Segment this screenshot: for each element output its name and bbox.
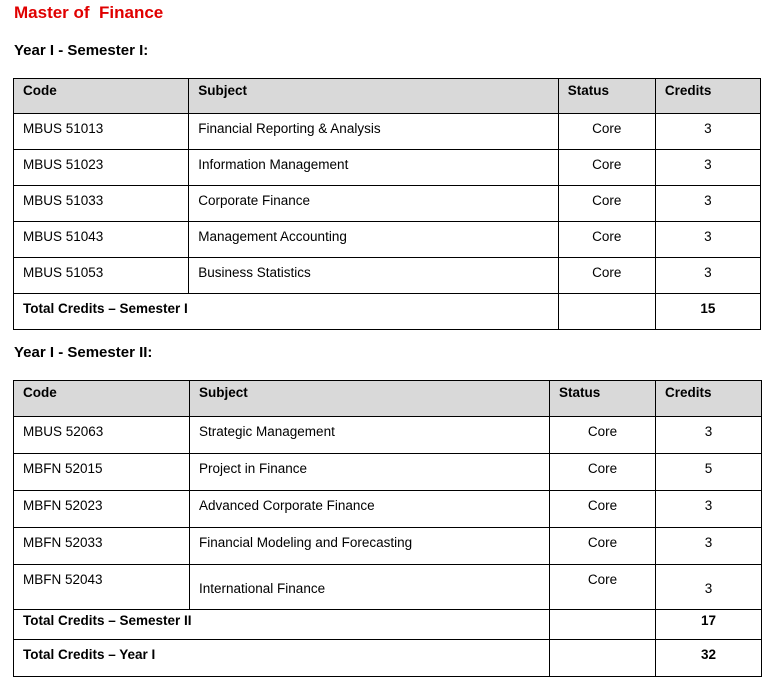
total-credits-label: Total Credits – Semester II (14, 610, 550, 640)
empty-cell (558, 294, 655, 330)
course-subject: Strategic Management (190, 417, 550, 454)
course-credits: 3 (655, 150, 760, 186)
year-total-label: Total Credits – Year I (14, 640, 550, 677)
course-status: Core (550, 491, 656, 528)
total-credits-value: 15 (655, 294, 760, 330)
table-row (14, 258, 761, 294)
course-subject: Financial Modeling and Forecasting (190, 528, 550, 565)
course-code: MBFN 52015 (14, 454, 190, 491)
year-total-row (14, 640, 762, 677)
table-row (14, 565, 762, 610)
course-code: MBUS 52063 (14, 417, 190, 454)
column-header-subject: Subject (189, 79, 558, 114)
course-credits: 3 (656, 528, 762, 565)
page-title: Master of Finance (14, 3, 164, 22)
semester-1-heading: Year I - Semester I: (14, 42, 149, 59)
column-header-subject: Subject (190, 381, 550, 417)
course-credits: 3 (656, 491, 762, 528)
course-status: Core (550, 417, 656, 454)
table-header-row (14, 381, 762, 417)
course-code: MBUS 51013 (14, 114, 189, 150)
table-row (14, 528, 762, 565)
total-row (14, 610, 762, 640)
column-header-status: Status (558, 79, 655, 114)
semester-2-table (13, 380, 762, 677)
course-subject: Advanced Corporate Finance (190, 491, 550, 528)
year-total-value: 32 (656, 640, 762, 677)
total-credits-label: Total Credits – Semester I (14, 294, 559, 330)
course-status: Core (550, 565, 656, 610)
table-row (14, 491, 762, 528)
semester-2-heading: Year I - Semester II: (14, 344, 153, 361)
course-subject: Information Management (189, 150, 558, 186)
table-row (14, 417, 762, 454)
course-subject: Corporate Finance (189, 186, 558, 222)
table-row (14, 114, 761, 150)
column-header-credits: Credits (655, 79, 760, 114)
course-subject: Financial Reporting & Analysis (189, 114, 558, 150)
empty-cell (550, 640, 656, 677)
column-header-code: Code (14, 381, 190, 417)
course-credits: 5 (656, 454, 762, 491)
course-subject: International Finance (190, 565, 550, 610)
table-row (14, 186, 761, 222)
total-credits-value: 17 (656, 610, 762, 640)
course-code: MBFN 52023 (14, 491, 190, 528)
course-subject: Business Statistics (189, 258, 558, 294)
course-credits: 3 (655, 222, 760, 258)
course-credits: 3 (655, 258, 760, 294)
course-code: MBUS 51043 (14, 222, 189, 258)
total-row (14, 294, 761, 330)
course-code: MBFN 52043 (14, 565, 190, 610)
course-credits: 3 (655, 114, 760, 150)
table-row (14, 222, 761, 258)
course-credits: 3 (656, 417, 762, 454)
column-header-credits: Credits (656, 381, 762, 417)
column-header-status: Status (550, 381, 656, 417)
semester-1-table (13, 78, 761, 330)
course-code: MBFN 52033 (14, 528, 190, 565)
course-status: Core (558, 222, 655, 258)
course-code: MBUS 51053 (14, 258, 189, 294)
course-status: Core (558, 186, 655, 222)
course-code: MBUS 51023 (14, 150, 189, 186)
course-credits: 3 (655, 186, 760, 222)
course-code: MBUS 51033 (14, 186, 189, 222)
table-row (14, 150, 761, 186)
table-header-row (14, 79, 761, 114)
course-status: Core (550, 528, 656, 565)
empty-cell (550, 610, 656, 640)
course-status: Core (558, 114, 655, 150)
course-credits: 3 (656, 565, 762, 610)
column-header-code: Code (14, 79, 189, 114)
course-status: Core (558, 150, 655, 186)
course-status: Core (550, 454, 656, 491)
course-status: Core (558, 258, 655, 294)
table-row (14, 454, 762, 491)
course-subject: Management Accounting (189, 222, 558, 258)
course-subject: Project in Finance (190, 454, 550, 491)
